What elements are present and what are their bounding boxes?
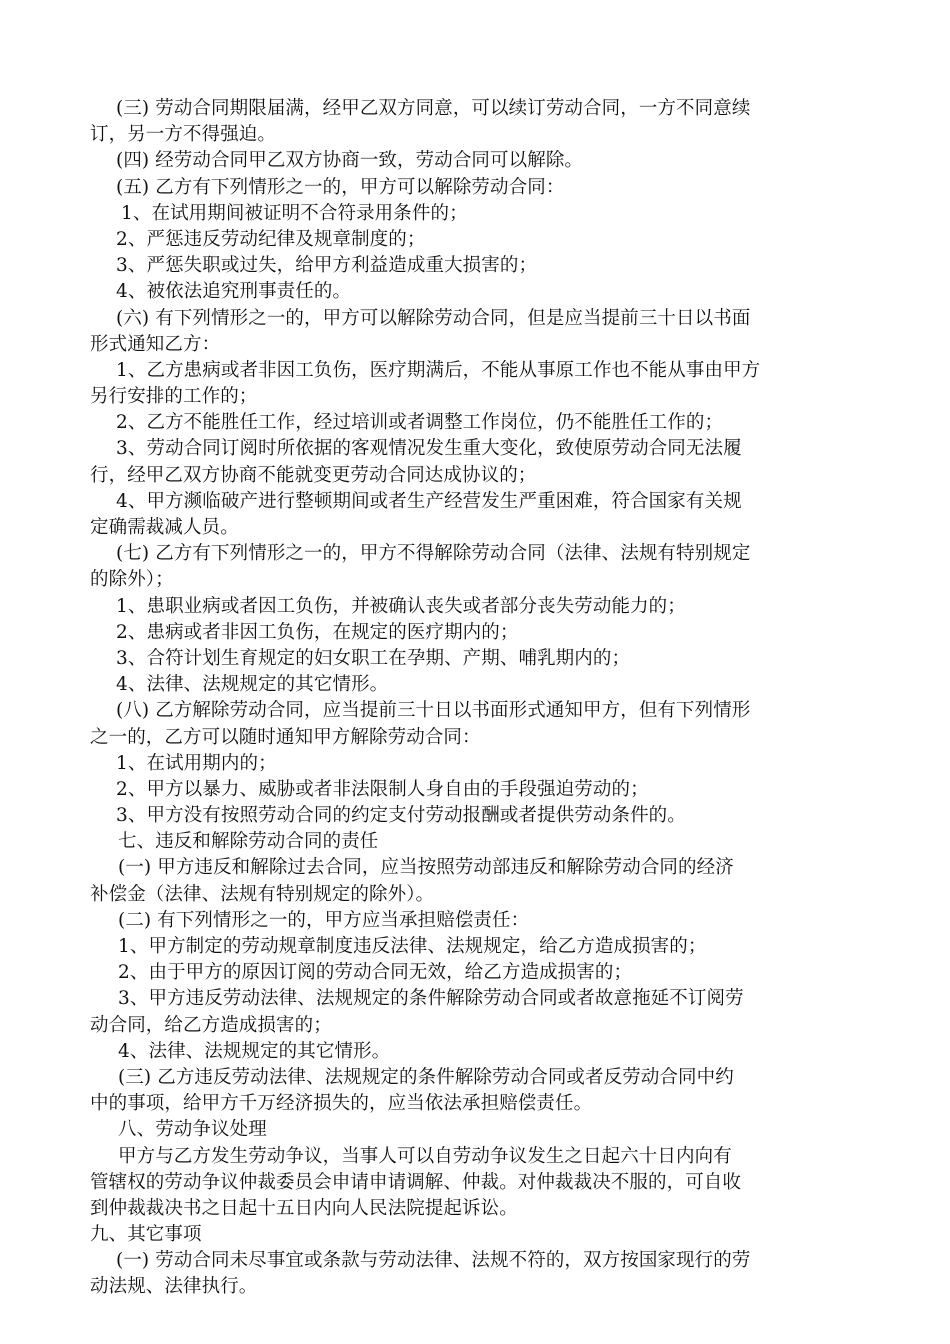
text-line: 4、被依法追究刑事责任的。 [116,281,352,303]
text-line: 1、乙方患病或者非因工负伤，医疗期满后，不能从事原工作也不能从事由甲方 [116,359,761,381]
text-line: (三) 乙方违反劳动法律、法规规定的条件解除劳动合同或者反劳动合同中约 [118,1066,734,1088]
text-line: 1、患职业病或者因工负伤，并被确认丧失或者部分丧失劳动能力的； [116,595,686,617]
text-line: (四) 经劳动合同甲乙双方协商一致，劳动合同可以解除。 [116,150,584,172]
text-line: 3、严惩失职或过失，给甲方利益造成重大损害的； [116,255,538,277]
text-line: 管辖权的劳动争议仲裁委员会申请申请调解、仲裁。对仲裁裁决不服的，可自收 [90,1171,742,1193]
text-line: (三) 劳动合同期限届满，经甲乙双方同意，可以续订劳动合同，一方不同意续 [116,98,751,119]
text-line: 3、合符计划生育规定的妇女职工在孕期、产期、哺乳期内的； [116,647,631,669]
text-line: 定确需裁减人员。 [90,517,239,538]
text-line: (二) 有下列情形之一的，甲方应当承担赔偿责任： [118,909,530,931]
text-line: 形式通知乙方： [90,333,221,355]
text-line: 2、严惩违反劳动纪律及规章制度的； [116,228,426,250]
text-line: 的除外）； [90,569,174,591]
text-line: 2、由于甲方的原因订阅的劳动合同无效，给乙方造成损害的； [118,962,633,984]
text-line: 另行安排的工作的； [90,386,258,408]
text-line: 3、甲方没有按照劳动合同的约定支付劳动报酬或者提供劳动条件的。 [116,805,686,827]
text-line: (五) 乙方有下列情形之一的，甲方可以解除劳动合同： [116,176,565,198]
text-line: 2、甲方以暴力、威胁或者非法限制人身自由的手段强迫劳动的； [116,778,649,800]
text-line: 中的事项，给甲方千万经济损失的，应当依法承担赔偿责任。 [90,1093,593,1115]
text-line: 到仲裁裁决书之日起十五日内向人民法院提起诉讼。 [90,1197,518,1219]
text-line: 订，另一方不得强迫。 [90,124,277,146]
text-line: 4、法律、法规规定的其它情形。 [116,674,389,696]
text-line: (八) 乙方解除劳动合同，应当提前三十日以书面形式通知甲方，但有下列情形 [116,700,751,722]
text-line: (一) 劳动合同未尽事宜或条款与劳动法律、法规不符的，双方按国家现行的劳 [116,1250,751,1272]
text-line: 2、患病或者非因工负伤，在规定的医疗期内的； [116,621,519,643]
text-line: 之一的，乙方可以随时通知甲方解除劳动合同： [90,726,481,748]
text-line: 2、乙方不能胜任工作，经过培训或者调整工作岗位，仍不能胜任工作的； [116,412,724,434]
text-line: (六) 有下列情形之一的，甲方可以解除劳动合同，但是应当提前三十日以书面 [116,307,751,329]
text-line: 3、劳动合同订阅时所依据的客观情况发生重大变化，致使原劳动合同无法履 [116,438,742,460]
section-heading: 八、劳动争议处理 [118,1119,267,1141]
section-heading: 七、违反和解除劳动合同的责任 [118,831,379,853]
document-page [0,96,950,1301]
text-line: 动合同，给乙方造成损害的； [90,1014,332,1036]
text-line: 补偿金（法律、法规有特别规定的除外）。 [90,883,435,905]
text-line: 1、在试用期间被证明不合符录用条件的； [121,202,468,224]
text-line: (七) 乙方有下列情形之一的，甲方不得解除劳动合同（法律、法规有特别规定 [116,543,751,565]
text-line: 3、甲方违反劳动法律、法规规定的条件解除劳动合同或者故意拖延不订阅劳 [118,988,744,1010]
text-line: 甲方与乙方发生劳动争议，当事人可以自劳动争议发生之日起六十日内向有 [118,1145,732,1167]
text-line: 4、甲方濒临破产进行整顿期间或者生产经营发生严重困难，符合国家有关规 [116,490,742,512]
text-line: 行，经甲乙双方协商不能就变更劳动合同达成协议的； [90,464,537,486]
text-line: 4、法律、法规规定的其它情形。 [118,1040,391,1062]
text-line: (一) 甲方违反和解除过去合同，应当按照劳动部违反和解除劳动合同的经济 [118,857,734,879]
section-heading: 九、其它事项 [90,1224,202,1246]
text-line: 1、甲方制定的劳动规章制度违反法律、法规规定，给乙方造成损害的； [118,936,707,957]
text-line: 1、在试用期内的； [116,752,277,774]
text-line: 动法规、法律执行。 [90,1276,258,1298]
